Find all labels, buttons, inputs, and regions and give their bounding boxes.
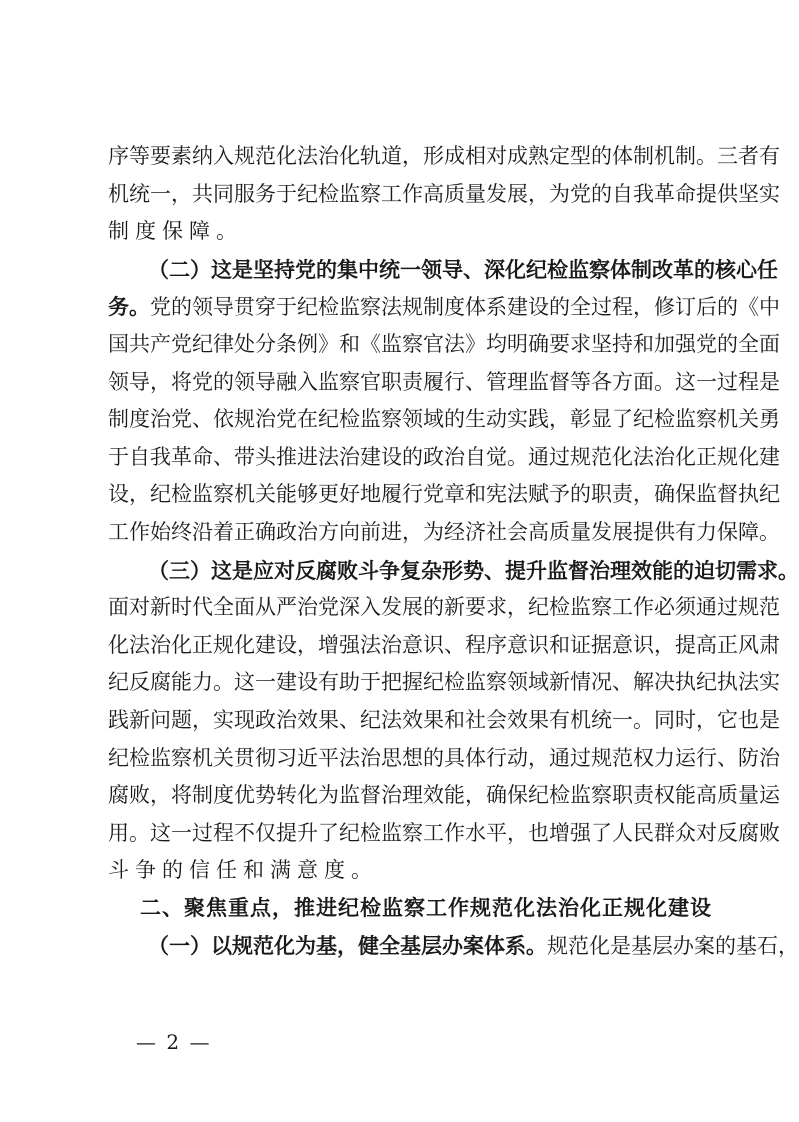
body-text: 领导，将党的领导融入监察官职责履行、管理监督等各方面。这一过程是 [108, 369, 780, 394]
body-text: 面对新时代全面从严治党深入发展的新要求，纪检监察工作必须通过规范 [108, 595, 780, 620]
section-heading [108, 890, 712, 928]
text-line [108, 251, 778, 289]
page-number: — 2 — [136, 1030, 212, 1054]
subheading-text: 务。 [108, 294, 150, 320]
body-text: 腐败，将制度优势转化为监督治理效能，确保纪检监察职责权能高质量运 [108, 783, 780, 808]
document-body [108, 138, 799, 965]
text-line [108, 627, 780, 665]
body-text: 于自我革命、带头推进法治建设的政治自觉。通过规范化法治化正规化建 [108, 444, 780, 469]
body-text: 纪反腐能力。这一建设有助于把握纪检监察领域新情况、解决执纪执法实 [108, 670, 780, 695]
body-text: 序等要素纳入规范化法治化轨道，形成相对成熟定型的体制机制。三者有 [108, 144, 780, 168]
text-line [108, 326, 780, 364]
text-line [108, 439, 780, 477]
text-line [108, 213, 692, 251]
text-line [108, 364, 780, 402]
text-line [108, 476, 780, 514]
body-text: 规范化是基层办案的基石， [547, 934, 799, 959]
text-line [108, 552, 799, 590]
body-text: 党的领导贯穿于纪检监察法规制度体系建设的全过程，修订后的《中 [150, 295, 780, 320]
text-line [108, 702, 780, 740]
text-line [108, 401, 780, 439]
text-line [108, 777, 780, 815]
body-text: 化法治化正规化建设，增强法治意识、程序意识和证据意识，提高正风肃 [108, 632, 780, 657]
text-line [108, 138, 780, 176]
text-line [108, 740, 780, 778]
subheading-text: （一）以规范化为基，健全基层办案体系。 [148, 933, 547, 959]
body-text: 设，纪检监察机关能够更好地履行党章和宪法赋予的职责，确保监督执纪 [108, 482, 780, 507]
body-text: 践新问题，实现政治效果、纪法效果和社会效果有机统一。同时，它也是 [108, 707, 780, 732]
body-text: 用。这一过程不仅提升了纪检监察工作水平，也增强了人民群众对反腐败 [108, 820, 780, 845]
body-text: 机统一，共同服务于纪检监察工作高质量发展，为党的自我革命提供坚实 [108, 181, 780, 206]
body-text: 制度保障。 [108, 219, 243, 244]
text-line [108, 288, 780, 326]
text-line [108, 589, 780, 627]
body-text: 国共产党纪律处分条例》和《监察官法》均明确要求坚持和加强党的全面 [108, 331, 780, 356]
text-line [108, 852, 692, 890]
body-text: 纪检监察机关贯彻习近平法治思想的具体行动，通过规范权力运行、防治 [108, 745, 780, 770]
body-text: 制度治党、依规治党在纪检监察领域的生动实践，彰显了纪检监察机关勇 [108, 407, 780, 432]
body-text: 工作始终沿着正确政治方向前进，为经济社会高质量发展提供有力保障。 [108, 519, 780, 544]
text-line [108, 176, 780, 214]
heading-text: 二、聚焦重点，推进纪检监察工作规范化法治化正规化建设 [140, 895, 712, 920]
subheading-text: （三）这是应对反腐败斗争复杂形势、提升监督治理效能的迫切需求。 [148, 557, 799, 583]
body-text: 斗争的信任和满意度。 [108, 858, 378, 883]
subheading-text: （二）这是坚持党的集中统一领导、深化纪检监察体制改革的核心任 [148, 256, 778, 282]
text-line [108, 664, 780, 702]
text-line [108, 815, 780, 853]
text-line [108, 927, 799, 965]
text-line [108, 514, 780, 552]
